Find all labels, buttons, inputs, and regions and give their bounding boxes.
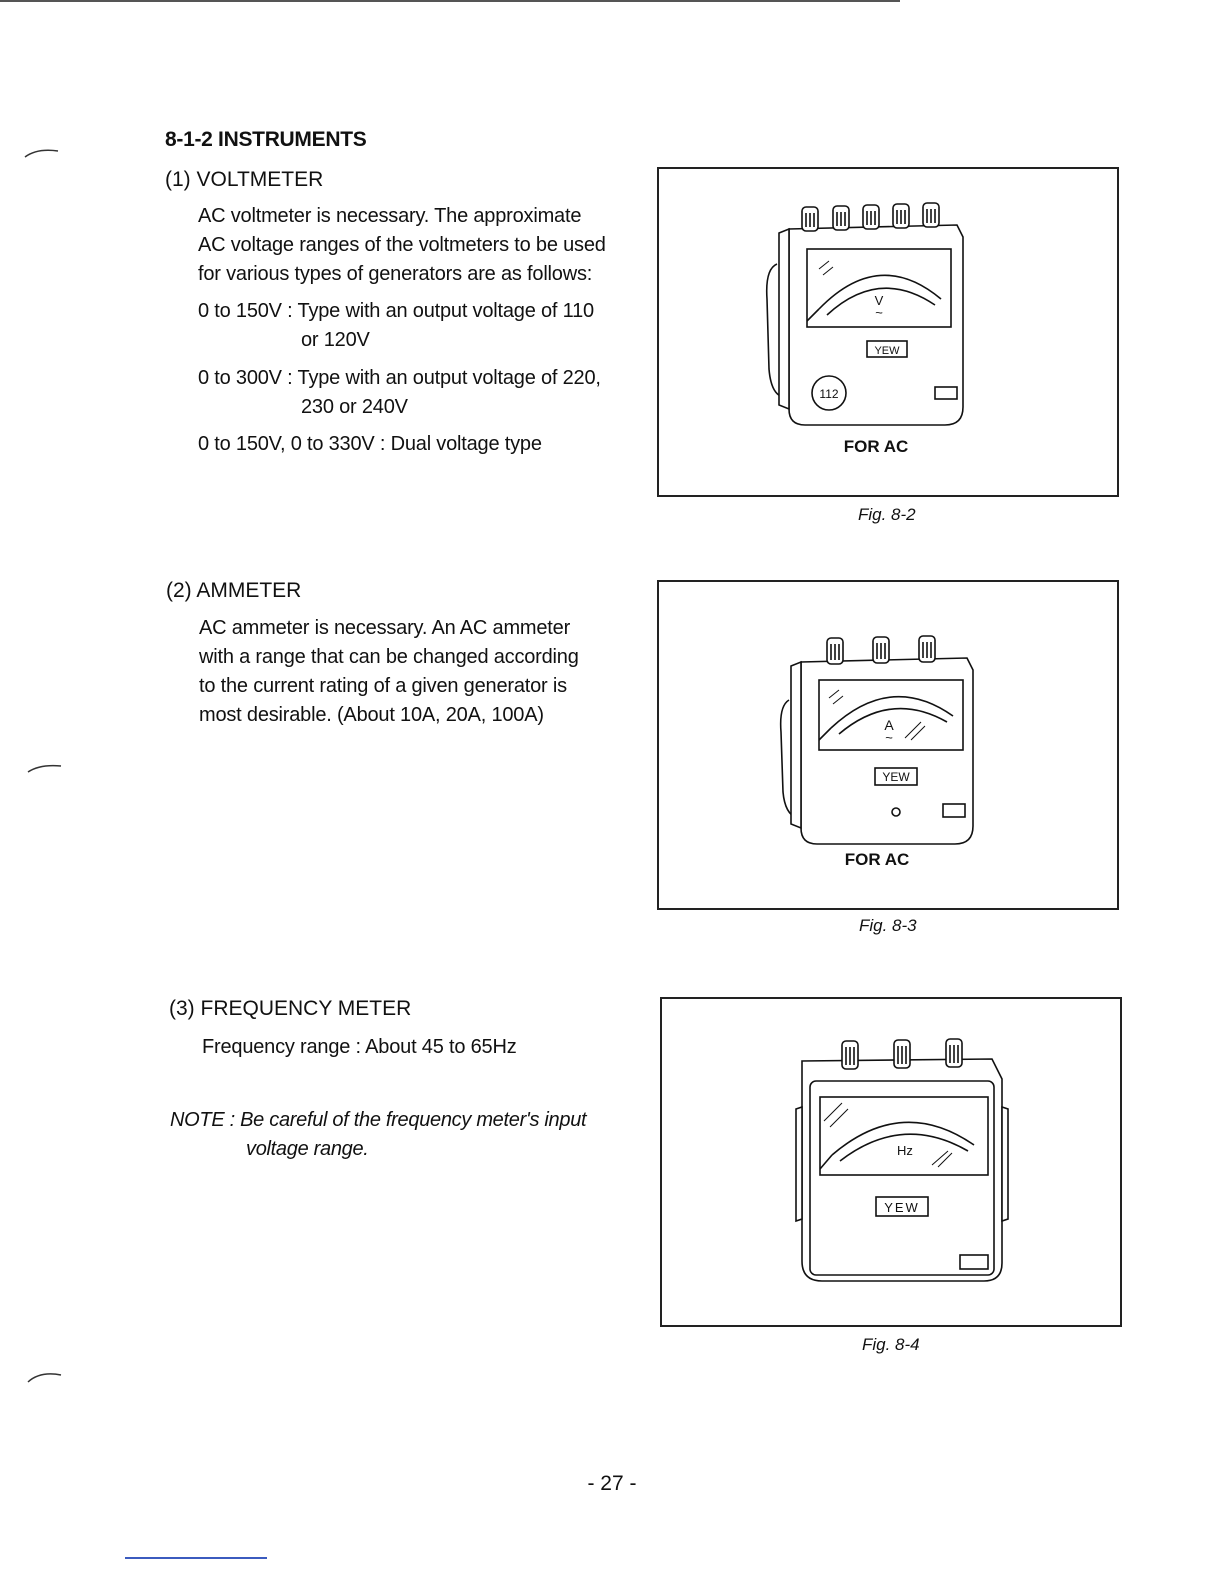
figure-caption: Fig. 8-3: [859, 916, 917, 935]
dial-window: [820, 1097, 988, 1175]
figure-label: FOR AC: [844, 850, 910, 869]
figure-caption: Fig. 8-4: [862, 1335, 920, 1354]
figure-frequency-meter: [660, 997, 1122, 1327]
dial-unit: Hz: [897, 1143, 913, 1158]
bottom-rule: [125, 1557, 267, 1559]
scan-mark: [25, 760, 65, 780]
range-item: 0 to 150V : Type with an output voltage of 110: [198, 300, 594, 322]
figure-caption: Fig. 8-2: [858, 505, 916, 524]
brand-name: YEW: [884, 1200, 920, 1215]
switch-icon: [943, 804, 965, 817]
terminal-knob: [919, 636, 935, 662]
dial-unit-sub: ~: [875, 305, 883, 320]
figure-label: FOR AC: [843, 437, 909, 456]
terminal-knob: [842, 1041, 858, 1069]
terminal-knob: [833, 206, 849, 230]
voltmeter-paragraph: AC voltmeter is necessary. The approximate AC voltage ranges of the voltmeters to be used for various types of generators are as follows:: [198, 205, 606, 285]
voltmeter-heading: (1) VOLTMETER: [165, 168, 324, 191]
frequency-range-text: Frequency range : About 45 to 65Hz: [202, 1036, 517, 1058]
range-item-continuation: or 120V: [301, 329, 370, 351]
dial-unit: A: [884, 717, 894, 733]
range-item: 0 to 300V : Type with an output voltage of 220,: [198, 367, 601, 389]
frequency-meter-illustration: [662, 999, 1120, 1325]
section-title: 8-1-2 INSTRUMENTS: [165, 128, 367, 151]
terminal-knob: [923, 203, 939, 227]
range-item: 0 to 150V, 0 to 330V : Dual voltage type: [198, 433, 542, 455]
terminal-knob: [946, 1039, 962, 1067]
note-line-continuation: voltage range.: [246, 1138, 369, 1160]
scan-mark: [22, 145, 62, 165]
frequency-meter-heading: (3) FREQUENCY METER: [169, 997, 412, 1020]
zero-adjust-screw: [892, 808, 900, 816]
scan-mark: [25, 1368, 65, 1388]
page-number: - 27 -: [587, 1472, 637, 1495]
terminal-knob: [893, 204, 909, 228]
ammeter-paragraph: AC ammeter is necessary. An AC ammeter with a range that can be changed according to the current rating of a given generator is most desirable. (About 10A, 20A, 100A): [199, 617, 579, 726]
brand-name: YEW: [882, 770, 910, 784]
figure-ammeter: [657, 580, 1119, 910]
brand-name: YEW: [874, 345, 900, 357]
terminal-knob: [827, 638, 843, 664]
top-rule: [0, 0, 900, 2]
terminal-knob: [894, 1040, 910, 1068]
dial-unit: V: [874, 293, 884, 308]
ammeter-heading: (2) AMMETER: [166, 579, 302, 602]
figure-voltmeter: [657, 167, 1119, 497]
dial-unit-sub: ~: [885, 730, 893, 745]
range-item-continuation: 230 or 240V: [301, 396, 408, 418]
dial-number: 112: [819, 387, 839, 401]
switch-icon: [960, 1255, 988, 1269]
terminal-knob: [802, 207, 818, 231]
terminal-knob: [863, 205, 879, 229]
note-line: NOTE : Be careful of the frequency meter's input: [170, 1109, 587, 1131]
terminal-knob: [873, 637, 889, 663]
switch-icon: [935, 387, 957, 399]
